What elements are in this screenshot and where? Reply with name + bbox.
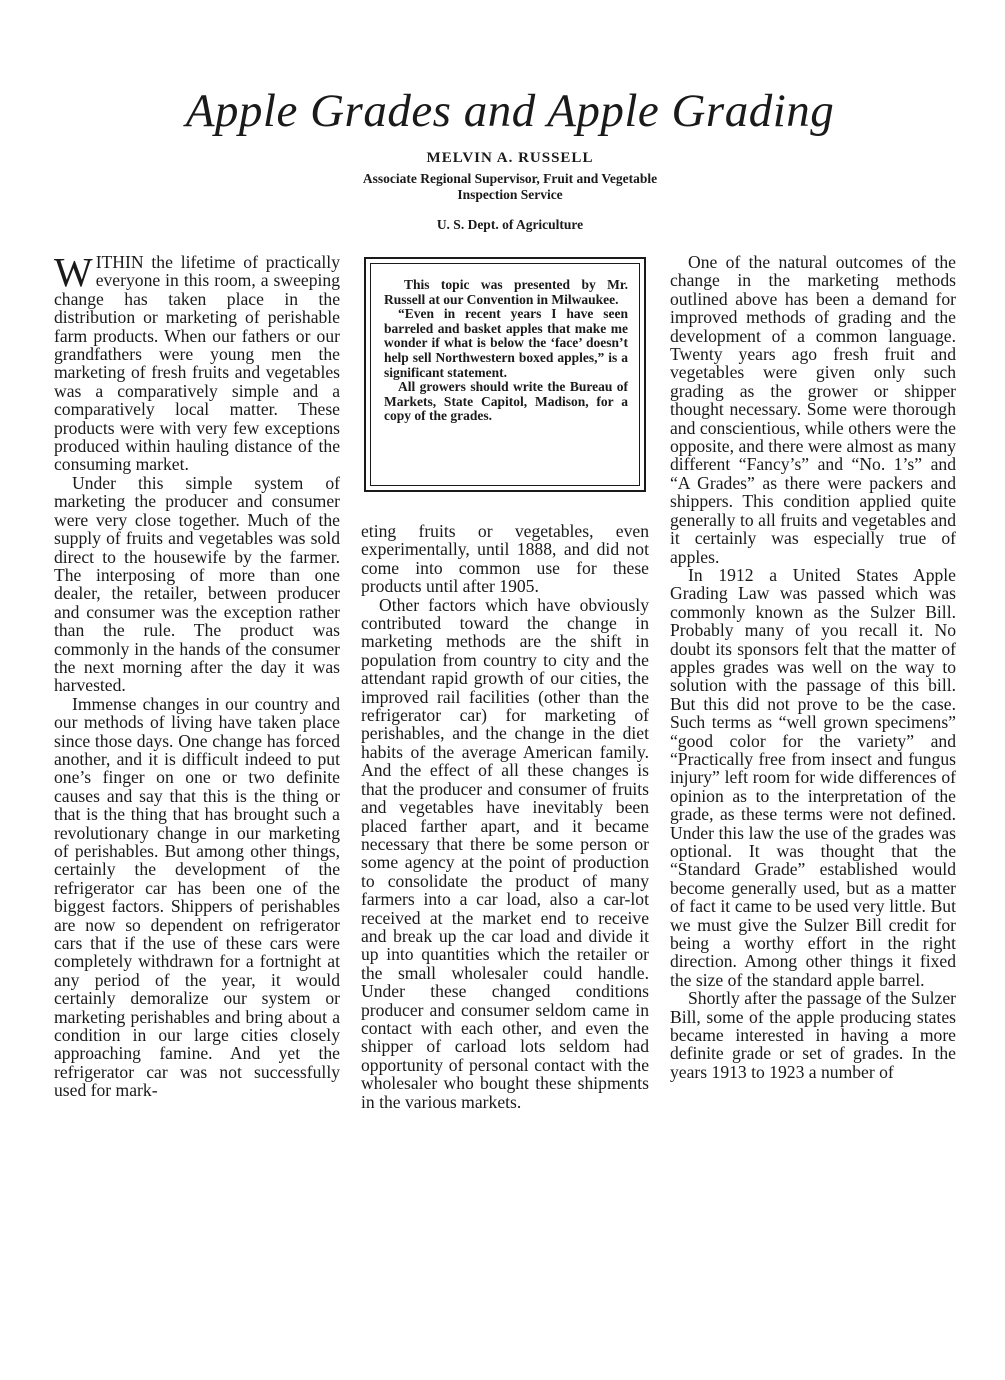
column-1 (54, 249, 340, 1101)
author-name: MELVIN A. RUSSELL (426, 150, 594, 166)
paragraph-7: Shortly after the passage of the Sulzer Bill, some of the apple producing states became interested in having a more definite grade or set of grades. In the years 1913 to 1923 a number of (670, 988, 956, 1082)
note-paragraph-3: All growers should write the Bureau of Markets, State Capitol, Madison, for a copy of the grades. (384, 379, 628, 424)
drop-cap: W (54, 249, 93, 295)
author-department: U. S. Dept. of Agriculture (436, 217, 584, 232)
paragraph-1 (54, 249, 340, 475)
column-2 (361, 522, 649, 1111)
paragraph-5: One of the natural outcomes of the change in the marketing methods outlined above has been a demand for improved methods of grading and the development of a common language. Twenty years ago fresh fruit and vegetables were given only such grading as the grower or shipper thought necessary. Some were thorough and conscientious, while others were the opposite, and there were almost as many different “Fancy’s” and “No. 1’s” and “A Grades” as there were packers and shippers. This condition applied quite generally to all fruits and vegetables and it certainly was especially true of apples. (670, 252, 956, 567)
article-title: Apple Grades and Apple Grading (185, 85, 835, 137)
note-paragraph-2: “Even in recent years I have seen barreled and basket apples that make me wonder if what is below the ‘face’ doesn’t help sell Northwestern boxed apples,” is a significant statement. (384, 306, 628, 380)
paragraph-6: In 1912 a United States Apple Grading Law was passed which was commonly known as the Sulzer Bill. Probably many of you recall it. No doubt its sponsors felt that the matter of apples grades was well on the way to solution with the passage of this bill. But this did not prove to be the case. Such terms as “well grown specimens” “good color for the variety” and “Practically free from insect and fungus injury” left room for wide differences of opinion as to the interpretation of the grade, as these terms were not defined. Under this law the use of the grades was optional. It was thought that the “Standard Grade” established would become generally used, but as a matter of fact it came to be used very little. But we must give the Sulzer Bill credit for being a worthy effort in the right direction. Among other things it fixed the size of the standard apple barrel. (670, 564, 956, 990)
paragraph-4: Other factors which have obviously contributed toward the change in marketing methods are the shift in population from country to city and the attendant rapid growth of our cities, the improved rail facilities (other than the refrigerator car) for marketing of perishables, and the change in the diet habits of the average American family. And the effect of all these changes is that the producer and consumer of fruits and vegetables have inevitably been placed farther apart, and it became necessary that there be some person or some agency at the point of production to consolidate the product of many farmers into a car load, also a car-lot received at the market end to receive and break up the car load and divide it up into quantities which the retailer or the small wholesaler could handle. Under these changed conditions producer and consumer seldom came in contact with each other, and even the shipper of carload lots seldom had opportunity of personal contact with the wholesaler who bought these shipments in the various markets. (361, 594, 649, 1112)
paragraph-1-text: ITHIN the lifetime of practically everyone in this room, a sweeping change has taken place in the distribution or marketing of perishable farm products. When our fathers or our grandfathers were young men the marketing of fresh fruits and vegetables was a comparatively simple and a comparatively local matter. These products were with very few exceptions produced within hauling distance of the consuming market. (54, 252, 340, 475)
editor-note-inner (370, 263, 640, 486)
author-role: Associate Regional Supervisor, Fruit and Vegetable Inspection Service (362, 171, 658, 202)
paragraph-3: Immense changes in our country and our methods of living have taken place since those days. One change has forced another, and it is difficult indeed to put one’s finger on one or two definite causes and say that this is the thing or that is the thing that has brought such a revolutionary change in our marketing of perishables. But among other things, certainly the development of the refrigerator car has been one of the biggest factors. Shippers of perishables are now so dependent on refrigerator cars that if the use of these cars were completely withdrawn for a fortnight at any period of the year, it would certainly demoralize our system or marketing perishables and bring about a condition in our large cities closely approaching famine. And yet the refrigerator car was not successfully used for mark- (54, 693, 340, 1101)
column-3 (670, 253, 956, 1081)
paragraph-2: Under this simple system of marketing the producer and consumer were very close together. Much of the supply of fruits and vegetables was sold direct to the housewife by the farmer. The interposing of more than one dealer, the retailer, between producer and consumer was the exception rather than the rule. The product was commonly in the hands of the consumer the next morning after the day it was harvested. (54, 472, 340, 696)
paragraph-3-continued: eting fruits or vegetables, even experimentally, until 1888, and did not come into common use for these products until after 1905. (361, 521, 649, 597)
note-paragraph-1: This topic was presented by Mr. Russell at our Convention in Milwaukee. (384, 277, 628, 307)
editor-note-box (364, 257, 646, 492)
